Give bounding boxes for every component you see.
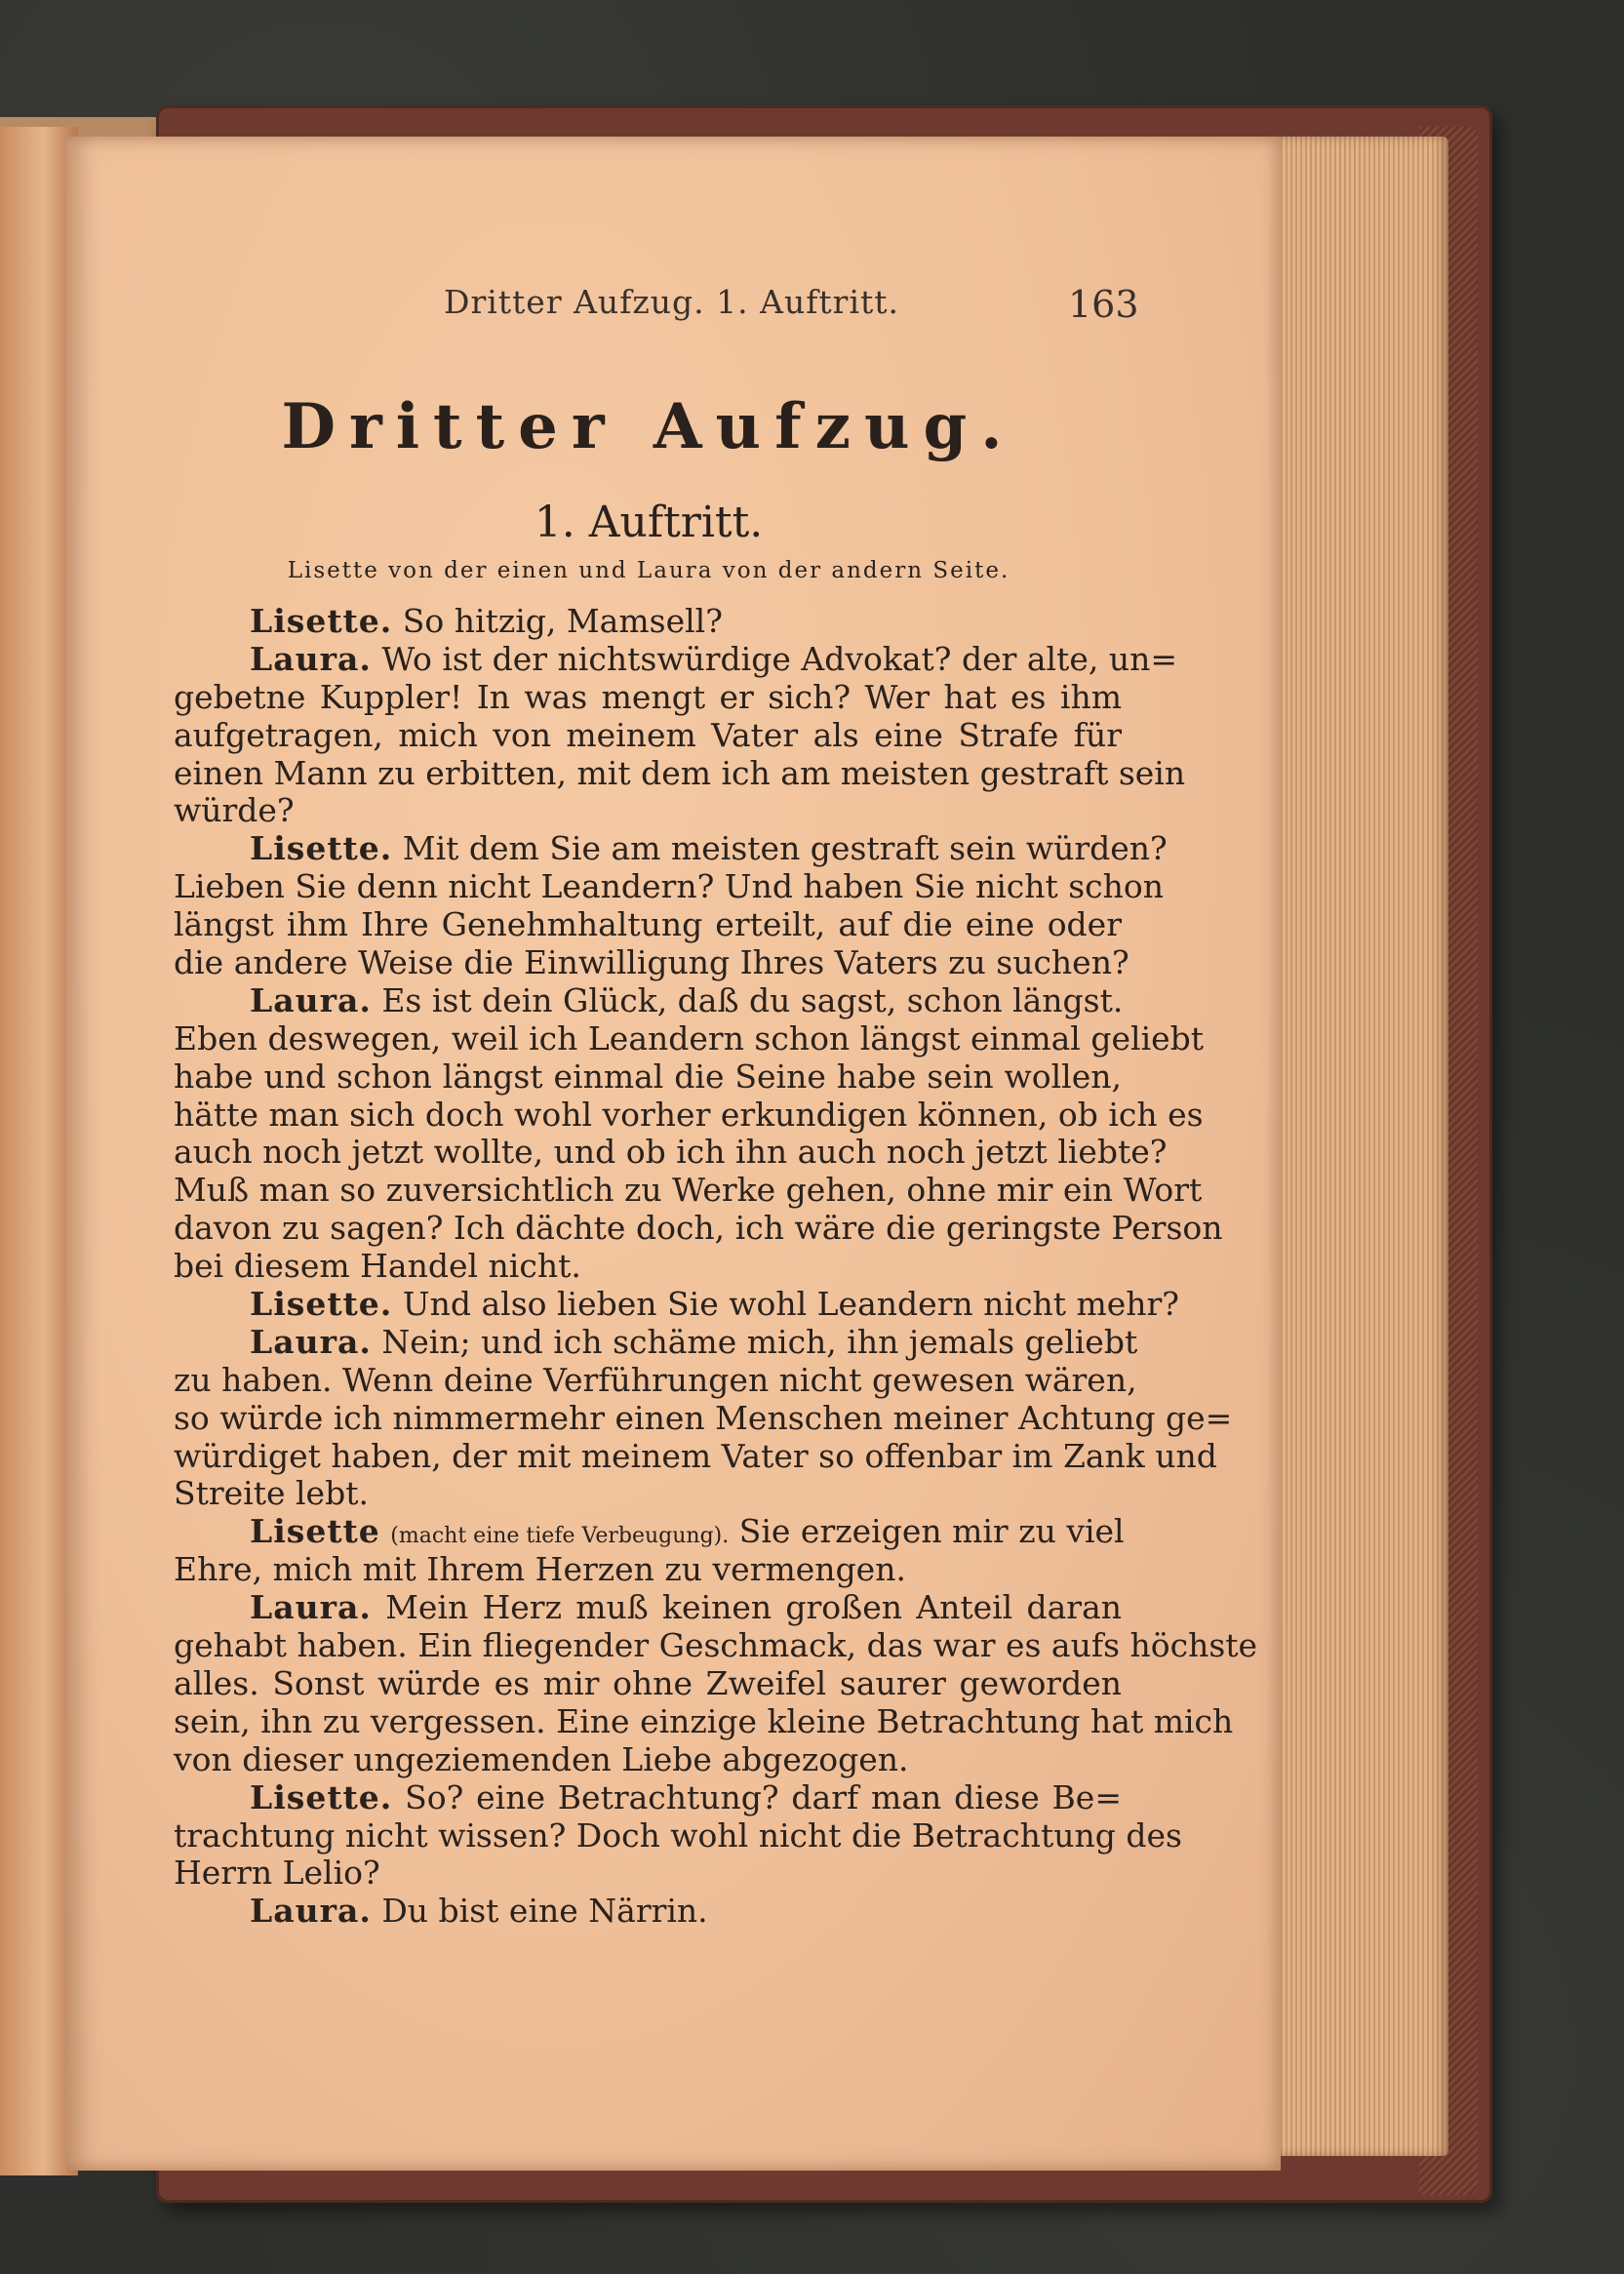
text-line [174, 1815, 1182, 1855]
text-line [174, 753, 1186, 793]
line-text: so würde ich nimmermehr einen Menschen meiner Achtung ge= [174, 1398, 1233, 1437]
speaker-name: Lisette. [250, 1777, 393, 1816]
line-text: Mein Herz muß keinen großen Anteil daran [385, 1588, 1122, 1627]
line-text: Streite lebt. [174, 1474, 369, 1513]
line-text: längst ihm Ihre Genehmhaltung erteilt, auf die eine oder [174, 905, 1122, 944]
line-text: von dieser ungeziemenden Liebe abgezogen. [174, 1739, 909, 1778]
line-text: hätte man sich doch wohl vorher erkundigen können, ob ich es [174, 1095, 1204, 1134]
text-line [174, 1058, 1122, 1097]
text-line [174, 1398, 1233, 1438]
line-text: Lieben Sie denn nicht Leandern? Und haben Sie nicht schon [174, 867, 1165, 906]
text-line [174, 867, 1165, 906]
speaker-name: Laura. [250, 1588, 372, 1627]
line-text: Ehre, mich mit Ihrem Herzen zu vermengen. [174, 1550, 906, 1589]
text-line [174, 982, 1122, 1020]
line-text: Du bist eine Närrin. [381, 1892, 708, 1931]
line-text: würde? [174, 791, 295, 830]
text-line [174, 1855, 1122, 1893]
text-line [174, 717, 1122, 755]
text-line [174, 1779, 1122, 1817]
text-line [174, 1133, 1168, 1172]
text-line [174, 1248, 1122, 1286]
text-line [174, 792, 1122, 830]
text-line [174, 1626, 1258, 1665]
text-line [174, 1285, 1180, 1324]
line-text: Wo ist der nichtswürdige Advokat? der alte, un= [381, 639, 1178, 678]
line-text: zu haben. Wenn deine Verführungen nicht gewesen wären, [174, 1360, 1137, 1399]
text-line [174, 1475, 1122, 1513]
line-text: habe und schon längst einmal die Seine habe sein wollen, [174, 1057, 1122, 1096]
text-line [174, 639, 1178, 679]
line-text: aufgetragen, mich von meinem Vater als eine Strafe für [174, 715, 1122, 754]
inline-stage-direction: (macht eine tiefe Verbeugung). [390, 1524, 730, 1549]
line-text: bei diesem Handel nicht. [174, 1247, 581, 1286]
line-text: So hitzig, Mamsell? [402, 602, 723, 640]
text-line [174, 1512, 1125, 1551]
play-text [174, 602, 1258, 1931]
stage-direction: Lisette von der einen und Laura von der andern Seite. [287, 558, 1010, 583]
text-line [174, 1741, 1122, 1779]
line-text: Mit dem Sie am meisten gestraft sein würden? [402, 829, 1168, 868]
line-text: alles. Sonst würde es mir ohne Zweifel saurer geworden [174, 1663, 1122, 1702]
text-line [174, 1360, 1137, 1400]
text-line [174, 906, 1122, 944]
line-text: würdiget haben, der mit meinem Vater so offenbar im Zank und [174, 1436, 1217, 1475]
speaker-name: Lisette. [250, 602, 393, 640]
speaker-name: Laura. [250, 1322, 372, 1361]
text-line [174, 1095, 1204, 1135]
text-line [174, 943, 1129, 982]
text-line [174, 1701, 1234, 1741]
line-text: Es ist dein Glück, daß du sagst, schon längst. [381, 980, 1124, 1019]
speaker-name: Lisette [250, 1512, 380, 1551]
speaker-name: Laura. [250, 639, 372, 678]
text-line [174, 1171, 1203, 1210]
text-line [174, 1436, 1217, 1476]
text-line [174, 1322, 1138, 1362]
line-text: Muß man so zuversichtlich zu Werke gehen, ohne mir ein Wort [174, 1171, 1203, 1210]
line-text: davon zu sagen? Ich dächte doch, ich wäre die geringste Person [174, 1209, 1223, 1248]
line-text: Eben deswegen, weil ich Leandern schon längst einmal geliebt [174, 1018, 1205, 1057]
act-title: Dritter Aufzug. [281, 390, 1016, 463]
text-line [174, 1551, 1122, 1589]
line-text: gehabt haben. Ein fliegender Geschmack, das war es aufs höchste [174, 1626, 1258, 1665]
running-head: Dritter Aufzug. 1. Auftritt. [444, 283, 900, 321]
speaker-name: Lisette. [250, 1285, 393, 1324]
line-text: gebetne Kuppler! In was mengt er sich? Wer hat es ihm [174, 677, 1122, 716]
line-text: sein, ihn zu vergessen. Eine einzige kleine Betrachtung hat mich [174, 1701, 1234, 1740]
line-text: Und also lieben Sie wohl Leandern nicht mehr? [402, 1285, 1180, 1324]
speaker-name: Lisette. [250, 829, 393, 868]
text-line [174, 1209, 1223, 1248]
line-text: trachtung nicht wissen? Doch wohl nicht die Betrachtung des [174, 1815, 1182, 1855]
text-line [174, 1589, 1122, 1627]
line-text: Herrn Lelio? [174, 1854, 380, 1893]
text-line [174, 1665, 1122, 1703]
line-text: Sie erzeigen mir zu viel [738, 1512, 1125, 1551]
text-line [174, 679, 1122, 717]
text-line [174, 1018, 1205, 1058]
text-line [174, 1893, 1122, 1931]
text-line [174, 829, 1168, 868]
page-number: 163 [1068, 283, 1139, 326]
speaker-name: Laura. [250, 1892, 372, 1931]
text-line [174, 603, 1122, 641]
line-text: auch noch jetzt wollte, und ob ich ihn auch noch jetzt liebte? [174, 1133, 1168, 1172]
speaker-name: Laura. [250, 980, 372, 1019]
line-text: die andere Weise die Einwilligung Ihres Vaters zu suchen? [174, 943, 1129, 982]
scene-title: 1. Auftritt. [534, 498, 764, 547]
line-text: So? eine Betrachtung? darf man diese Be= [405, 1777, 1122, 1816]
line-text: Nein; und ich schäme mich, ihn jemals geliebt [381, 1322, 1138, 1361]
line-text: einen Mann zu erbitten, mit dem ich am meisten gestraft sein [174, 753, 1186, 792]
